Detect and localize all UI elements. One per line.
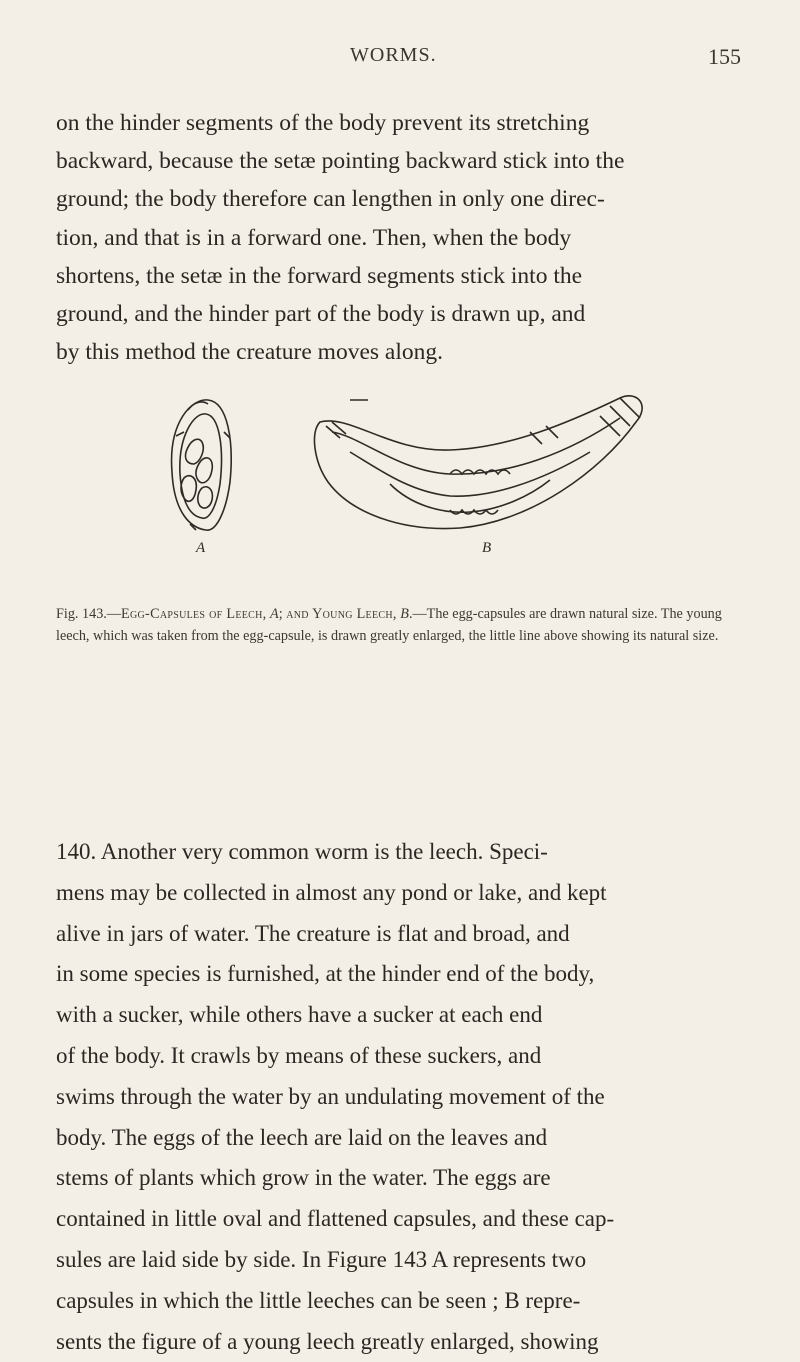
caption-letter-b: B [400,606,409,622]
figure-caption [56,603,756,647]
leech-illustration [150,392,650,592]
caption-young-leech: and Young Leech, [286,606,397,622]
paragraph-140-leech: 140. Another very common worm is the leech. Speci- mens may be collected in almost any pond or lake, and kept alive in jars of water. The creature is flat and broad, and in some species is furnished, at the hinder end of the body, with a sucker, while others have a sucker at each end of the body. It crawls by means of these suckers, and swims through the water by an undulating movement of the body. The eggs of the leech are laid on the leaves and stems of plants which grow in the water. The eggs are contained in little oval and flattened capsules, and these cap- sules are laid side by side. In Figure 143 A represents two capsules in which the little leeches can be seen ; B repre- sents the figure of a young leech greatly enlarged, showing [56,839,615,1354]
paragraph-worm-movement: on the hinder segments of the body prevent its stretching backward, because the setæ pointing backward stick into the ground; the body therefore can lengthen in only one direc- tion, and that is in a forward one. Then, when the body shortens, the setæ in the forward segments stick into the ground, and the hinder part of the body is drawn up, and by this method the creature moves along. [56,110,625,366]
figure-143 [150,392,650,592]
page-number: 155 [708,44,741,69]
figure-label-a: A [196,540,206,556]
caption-separator: ; [278,606,283,622]
caption-egg-capsules: Egg-Capsules of Leech, [121,606,267,622]
caption-letter-a: A [270,606,279,622]
running-head [0,44,800,74]
caption-description: .—The egg-capsules are drawn natural size. The young leech, which was taken from the egg-capsule, is drawn greatly enlarged, the little line above showing its natural size. [56,606,722,644]
running-title: WORMS. [350,44,437,66]
figure-label-b: B [482,540,492,556]
caption-prefix: Fig. 143.— [56,606,122,622]
egg-capsules-drawing [172,400,232,530]
young-leech-drawing [314,396,642,529]
